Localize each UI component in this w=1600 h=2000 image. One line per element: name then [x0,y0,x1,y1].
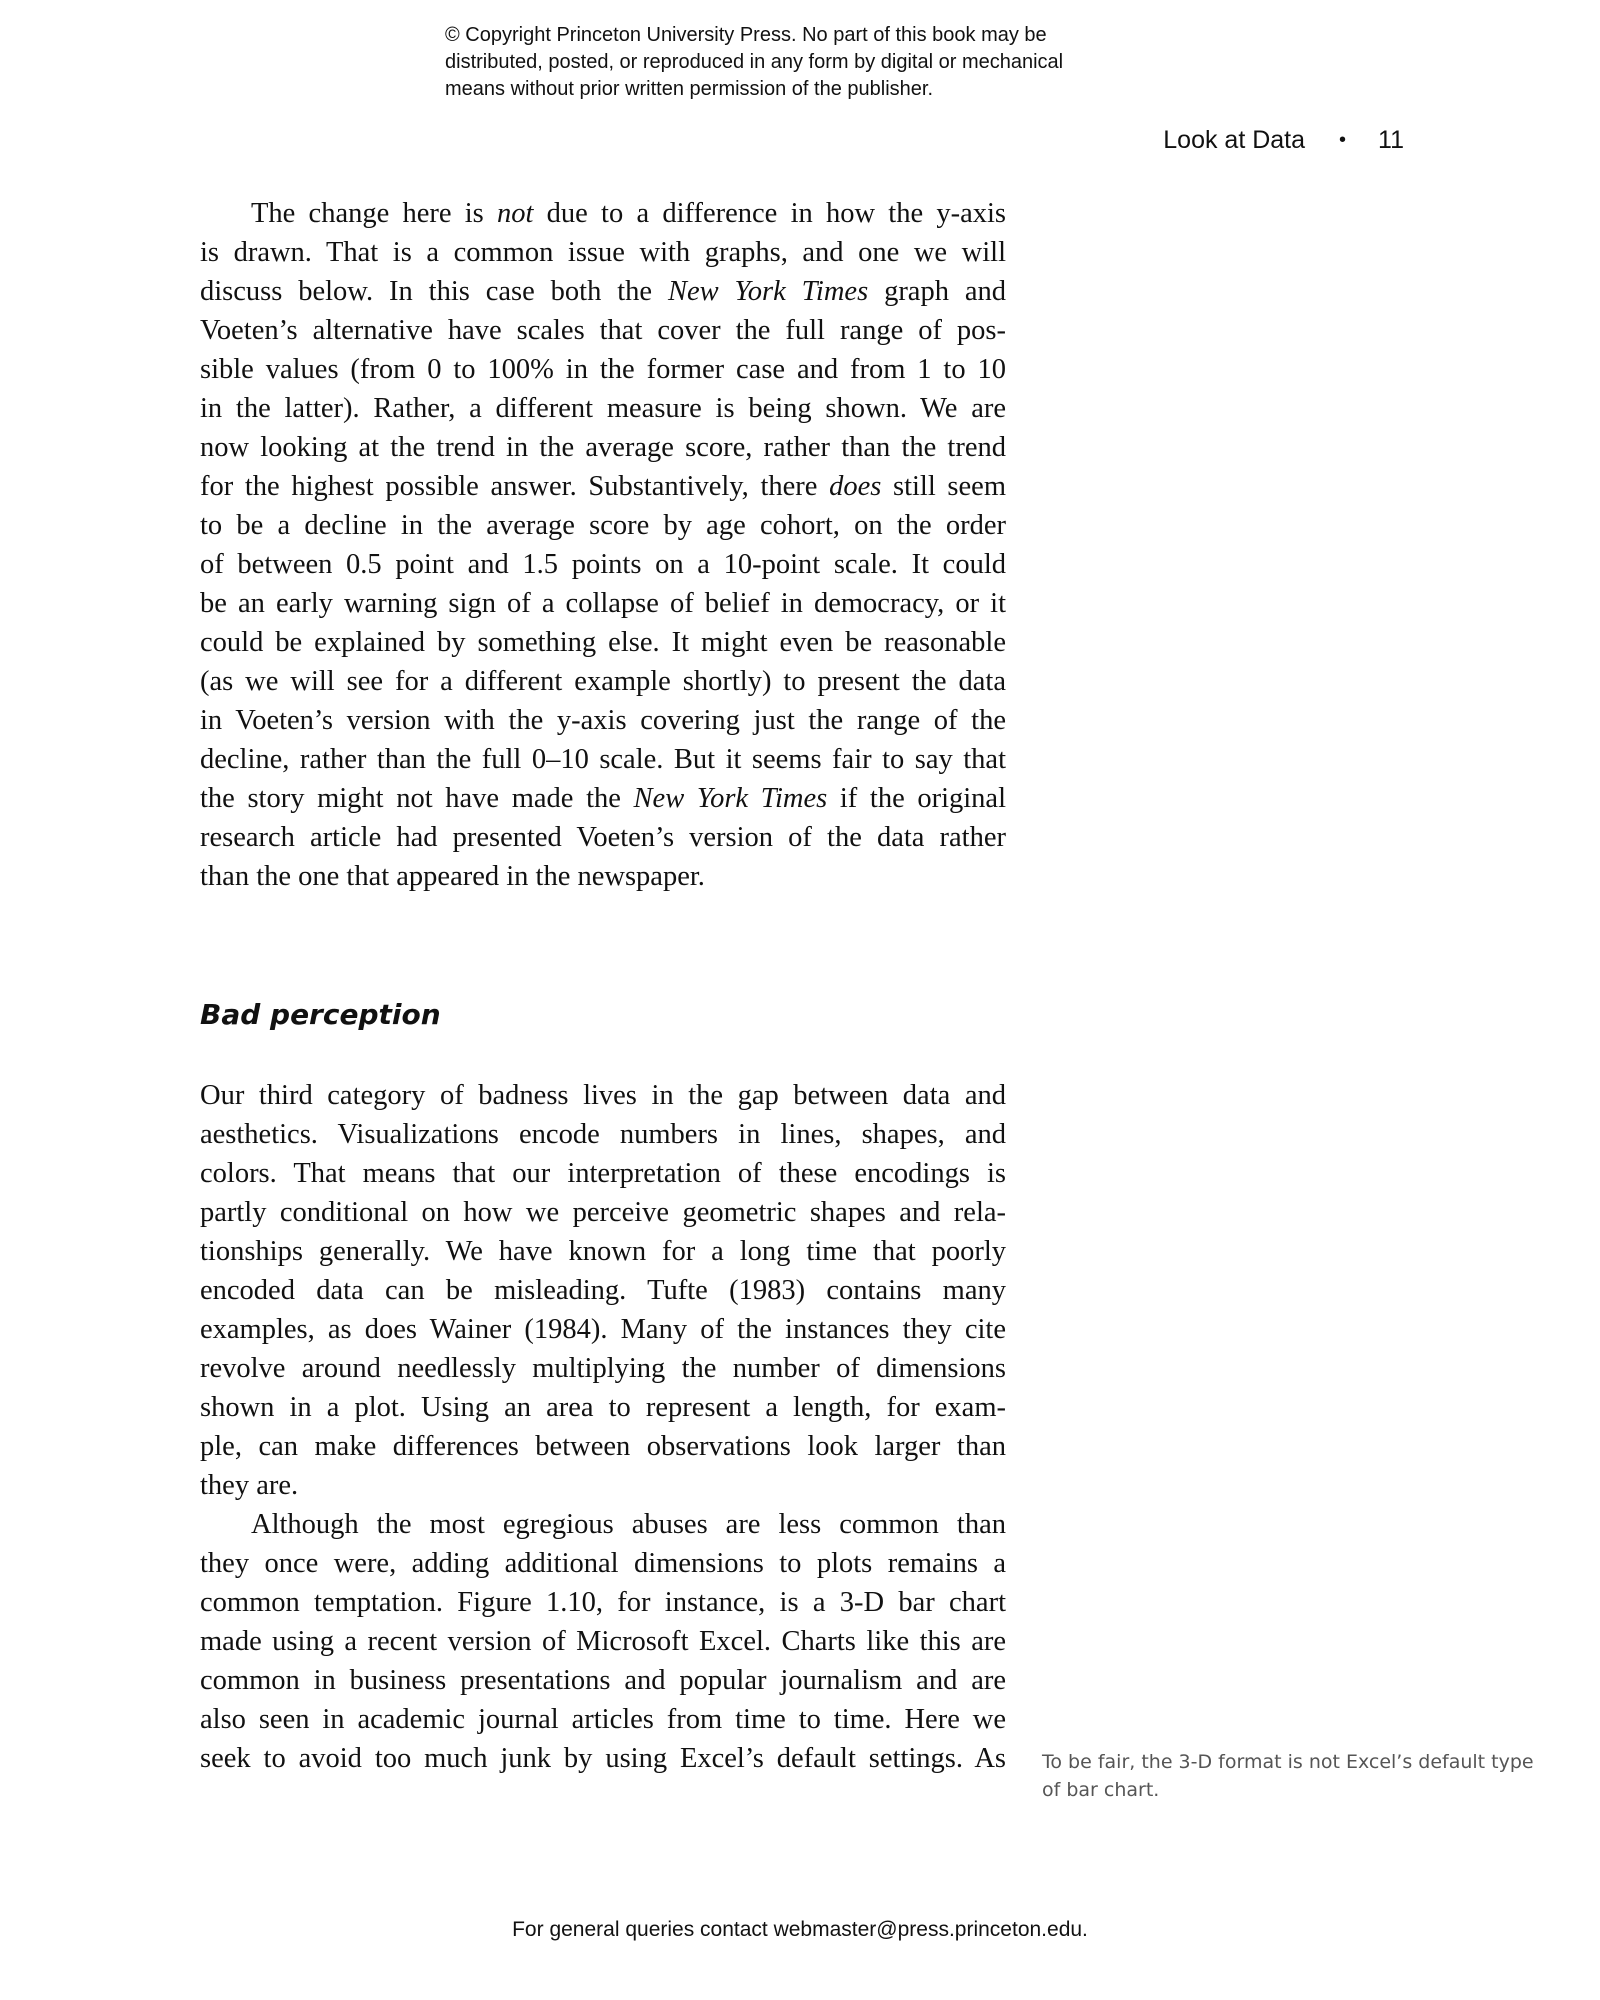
text-line: (as we will see for a different example shortly) to present the data [200,666,1006,697]
running-head [1163,126,1404,155]
text-line: to be a decline in the average score by age cohort, on the order [200,510,1006,541]
margin-note-line: To be fair, the 3-D format is not Excel’s default type [1042,1751,1534,1773]
text-line: Although the most egregious abuses are less common than [251,1509,1006,1540]
text-line: colors. That means that our interpretation of these encodings is [200,1158,1006,1189]
running-head-title: Look at Data [1163,126,1306,154]
text-line: they are. [200,1470,299,1501]
copyright-line: means without prior written permission of the publisher. [445,78,934,100]
text-line: encoded data can be misleading. Tufte (1983) contains many [200,1275,1006,1306]
footer-contact: For general queries contact webmaster@press.princeton.edu. [512,1918,1088,1941]
text-line: now looking at the trend in the average score, rather than the trend [200,432,1006,463]
text-line: be an early warning sign of a collapse of belief in democracy, or it [200,588,1006,619]
text-line: also seen in academic journal articles from time to time. Here we [200,1704,1006,1735]
text-line: shown in a plot. Using an area to represent a length, for exam- [200,1392,1006,1423]
text-line: ple, can make differences between observations look larger than [200,1431,1006,1462]
text-line: common in business presentations and popular journalism and are [200,1665,1006,1696]
paragraph-1 [200,194,1006,896]
text-line: common temptation. Figure 1.10, for instance, is a 3-D bar chart [200,1587,1006,1618]
text-line: seek to avoid too much junk by using Excel’s default settings. As [200,1743,1006,1774]
text-line: aesthetics. Visualizations encode numbers in lines, shapes, and [200,1119,1006,1150]
text-line: made using a recent version of Microsoft Excel. Charts like this are [200,1626,1006,1657]
margin-note [1042,1748,1534,1804]
text-line: in the latter). Rather, a different measure is being shown. We are [200,393,1006,424]
text-line: tionships generally. We have known for a long time that poorly [200,1236,1006,1267]
text-line: is drawn. That is a common issue with graphs, and one we will [200,237,1006,268]
copyright-notice [445,22,1165,103]
text-line: revolve around needlessly multiplying the number of dimensions [200,1353,1006,1384]
text-line: than the one that appeared in the newspaper. [200,861,705,892]
copyright-line: © Copyright Princeton University Press. No part of this book may be [445,24,1047,46]
text-line: sible values (from 0 to 100% in the former case and from 1 to 10 [200,354,1006,385]
text-line: Our third category of badness lives in the gap between data and [200,1080,1006,1111]
text-line: could be explained by something else. It might even be reasonable [200,627,1006,658]
text-line: partly conditional on how we perceive geometric shapes and rela- [200,1197,1006,1228]
text-line: Voeten’s alternative have scales that cover the full range of pos- [200,315,1006,346]
running-head-separator: • [1339,129,1347,151]
text-line: they once were, adding additional dimensions to plots remains a [200,1548,1006,1579]
text-line: the story might not have made the New York Times if the original [200,783,1006,814]
paragraph-3 [200,1505,1006,1778]
text-line: discuss below. In this case both the New York Times graph and [200,276,1006,307]
section-heading: Bad perception [200,998,441,1031]
text-line: in Voeten’s version with the y-axis covering just the range of the [200,705,1006,736]
paragraph-2 [200,1076,1006,1505]
page-number: 11 [1378,126,1404,154]
text-line: research article had presented Voeten’s version of the data rather [200,822,1006,853]
text-line: The change here is not due to a difference in how the y-axis [251,198,1006,229]
text-line: for the highest possible answer. Substantively, there does still seem [200,471,1006,502]
text-line: of between 0.5 point and 1.5 points on a 10-point scale. It could [200,549,1006,580]
copyright-line: distributed, posted, or reproduced in any form by digital or mechanical [445,51,1064,73]
text-line: examples, as does Wainer (1984). Many of the instances they cite [200,1314,1006,1345]
margin-note-line: of bar chart. [1042,1779,1160,1801]
text-line: decline, rather than the full 0–10 scale. But it seems fair to say that [200,744,1006,775]
